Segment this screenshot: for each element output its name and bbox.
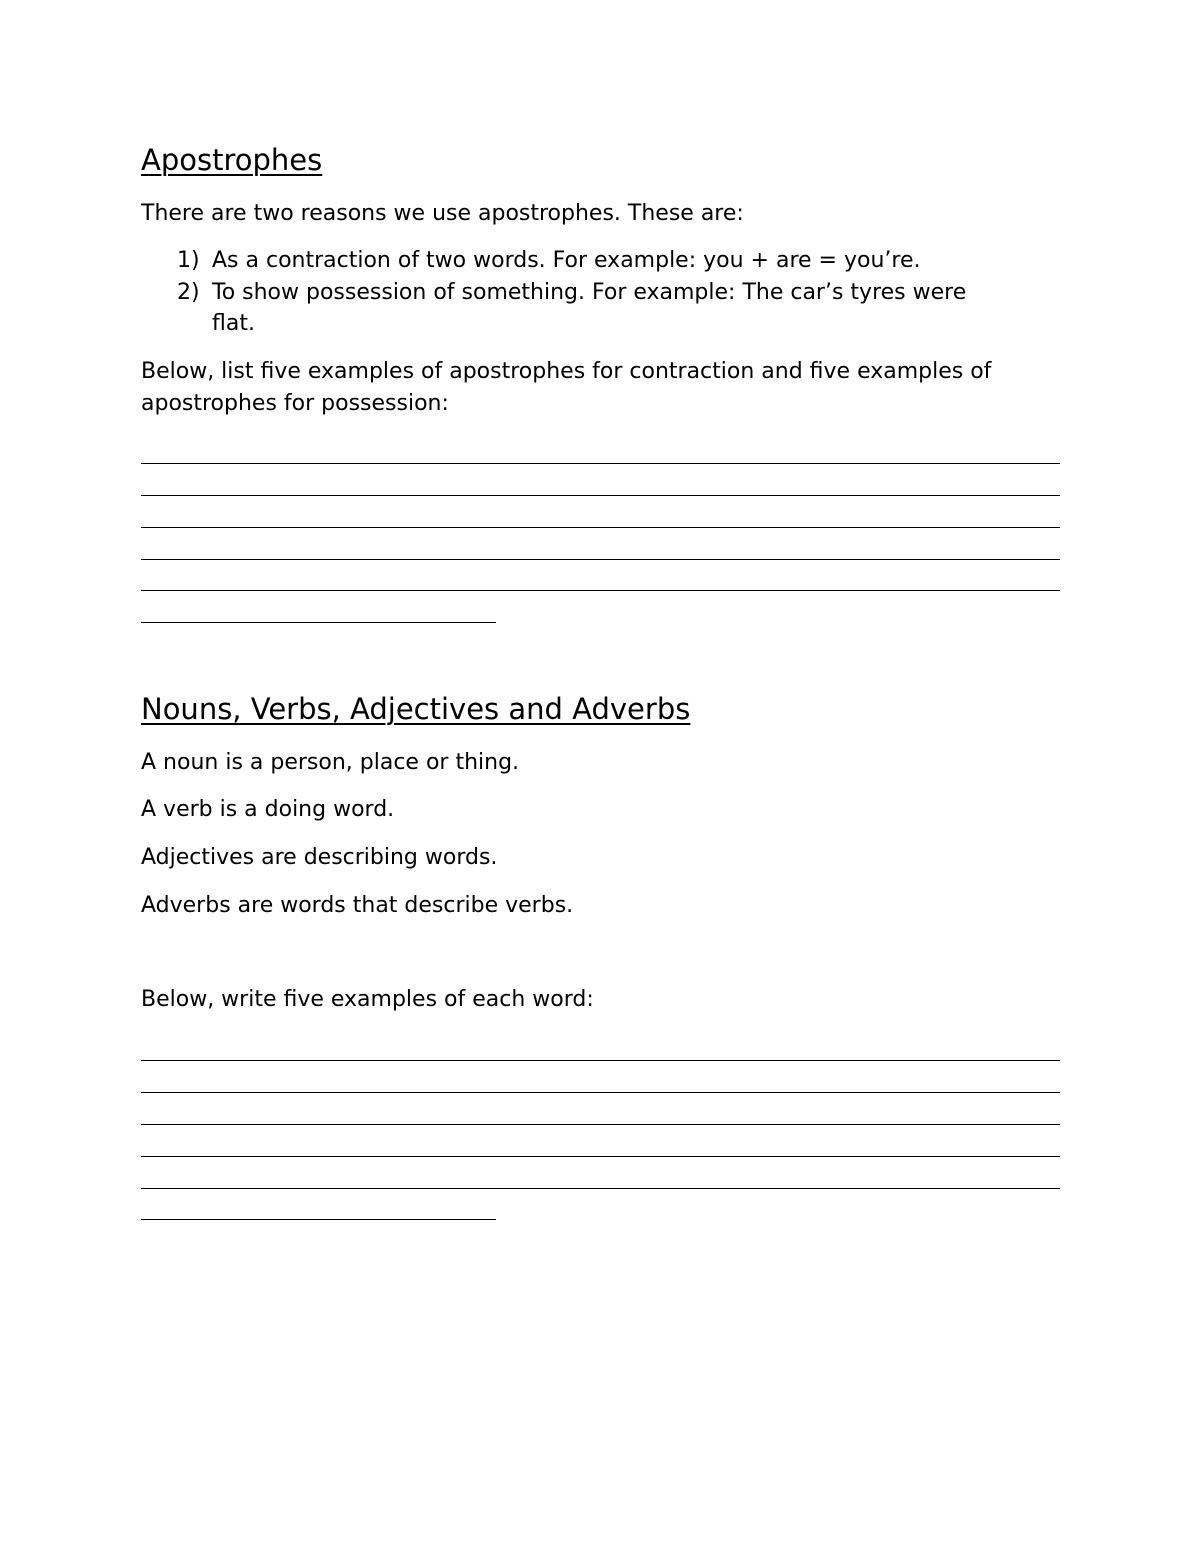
definition-adjective: Adjectives are describing words.: [141, 845, 498, 870]
answer-line[interactable]: [141, 1219, 496, 1220]
section-title-parts-of-speech: Nouns, Verbs, Adjectives and Adverbs: [141, 692, 691, 726]
list-item-2-number: 2): [177, 280, 200, 305]
answer-line[interactable]: [141, 590, 1060, 591]
definition-verb: A verb is a doing word.: [141, 797, 395, 822]
definition-noun: A noun is a person, place or thing.: [141, 750, 520, 775]
parts-of-speech-instruction: Below, write five examples of each word:: [141, 987, 594, 1012]
apostrophes-instruction-line2: apostrophes for possession:: [141, 391, 449, 416]
answer-line[interactable]: [141, 622, 496, 623]
list-item-1-number: 1): [177, 248, 200, 273]
list-item-2-text-line2: flat.: [212, 311, 255, 336]
answer-line[interactable]: [141, 559, 1060, 560]
answer-line[interactable]: [141, 1156, 1060, 1157]
list-item-1-text: As a contraction of two words. For example: you + are = you’re.: [212, 248, 921, 273]
definition-adverb: Adverbs are words that describe verbs.: [141, 893, 574, 918]
answer-line[interactable]: [141, 1188, 1060, 1189]
answer-line[interactable]: [141, 1060, 1060, 1061]
apostrophes-instruction-line1: Below, list five examples of apostrophes for contraction and five examples of: [141, 359, 992, 384]
list-item-2-text-line1: To show possession of something. For example: The car’s tyres were: [212, 280, 967, 305]
answer-line[interactable]: [141, 463, 1060, 464]
apostrophes-intro: There are two reasons we use apostrophes. These are:: [141, 201, 744, 226]
answer-line[interactable]: [141, 1124, 1060, 1125]
section-title-apostrophes: Apostrophes: [141, 143, 323, 177]
answer-line[interactable]: [141, 1092, 1060, 1093]
answer-line[interactable]: [141, 495, 1060, 496]
answer-line[interactable]: [141, 527, 1060, 528]
